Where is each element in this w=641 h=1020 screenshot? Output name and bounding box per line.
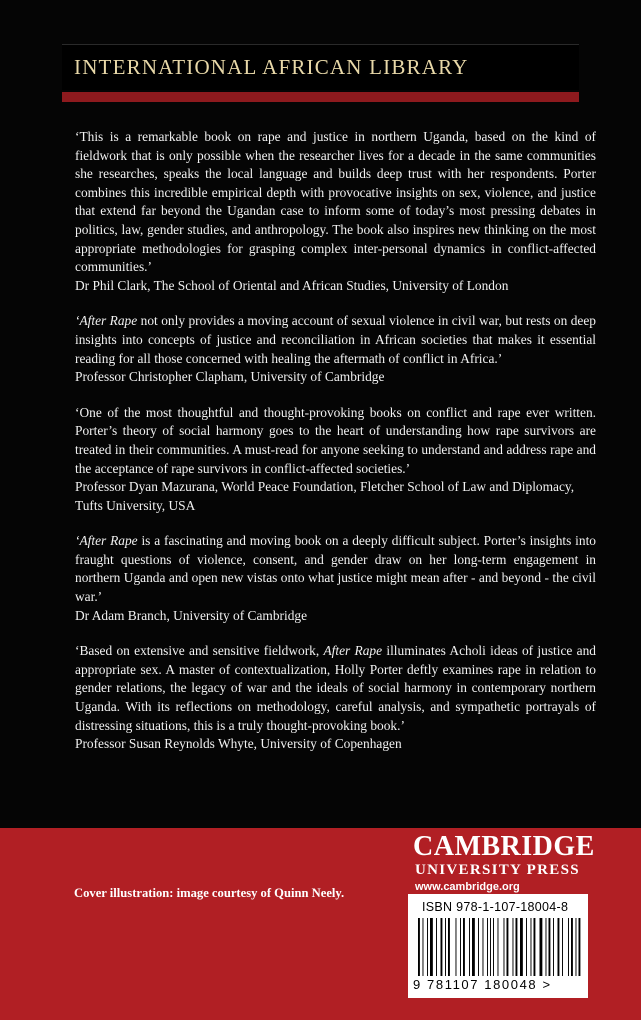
publisher-subtitle: UNIVERSITY PRESS <box>415 862 580 878</box>
barcode-icon <box>414 918 584 978</box>
series-accent-rule <box>62 92 579 102</box>
book-title-italic: ‘After Rape <box>75 313 138 329</box>
publisher-name: CAMBRIDGE <box>413 831 595 862</box>
publisher-url: www.cambridge.org <box>415 881 520 893</box>
review-2 <box>75 312 596 386</box>
reviewer: Dr Adam Branch, University of Cambridge <box>75 607 308 623</box>
series-title: INTERNATIONAL AFRICAN LIBRARY <box>74 55 469 79</box>
reviewer: Dr Phil Clark, The School of Oriental and African Studies, University of London <box>75 277 509 293</box>
barcode-box <box>408 894 588 998</box>
review-quote <box>75 532 596 606</box>
review-1 <box>75 128 596 295</box>
review-quote-text: is a fascinating and moving book on a deeply difficult subject. Porter’s insights into fraught questions of violence, consent, and gender draw on her long-term engagement in northern Uganda and open new vistas onto what justice might mean after - and beyond - the civil war.’ <box>75 533 596 605</box>
review-3 <box>75 404 596 516</box>
cover-credit: Cover illustration: image courtesy of Quinn Neely. <box>74 886 345 900</box>
review-quote: ‘This is a remarkable book on rape and justice in northern Uganda, based on the kind of fieldwork that is only possible when the researcher lives for a decade in the same communities she researches, speaks the local language and builds deep trust with her respondents. Porter combines this incredible empirical depth with provocative insights on sex, violence, and justice that extend far beyond the Ugandan case to inform some of today’s most pressing debates in politics, law, gender studies, and anthropology. The book also inspires new thinking on the most appropriate methodologies for grasping complex inter-personal dynamics in conflict-affected communities.’ <box>75 129 596 275</box>
book-title-italic: ‘After Rape <box>75 533 138 549</box>
barcode-digits: 9 781107 180048 > <box>413 977 552 992</box>
review-quote <box>75 312 596 368</box>
publisher-logo <box>413 831 595 895</box>
review-5 <box>75 642 596 754</box>
review-quote <box>75 642 596 735</box>
review-quote-text: not only provides a moving account of sexual violence in civil war, but rests on deep insights into concepts of justice and reconciliation in African societies that makes it essential reading for all those concerned with healing the aftermath of conflict in Africa.’ <box>75 313 596 366</box>
review-quote: ‘One of the most thoughtful and thought-provoking books on conflict and rape ever written. Porter’s theory of social harmony goes to the heart of understanding how rape survivors are treated in their communities. A must-read for anyone seeking to understand and address rape and the acceptance of rape survivors in conflict-affected societies.’ <box>75 404 596 476</box>
series-header <box>62 44 579 90</box>
reviewer: Professor Dyan Mazurana, World Peace Foundation, Fletcher School of Law and Diplomacy, Tufts University, USA <box>75 479 575 513</box>
reviews-list <box>75 128 596 771</box>
reviewer: Professor Susan Reynolds Whyte, University of Copenhagen <box>75 736 402 752</box>
reviewer: Professor Christopher Clapham, University of Cambridge <box>75 369 385 385</box>
book-title-italic: After Rape <box>323 643 383 659</box>
review-quote-lead: ‘Based on extensive and sensitive fieldwork, <box>75 643 324 659</box>
review-quote-text: illuminates Acholi ideas of justice and appropriate sex. A master of contextualization, Holly Porter deftly examines rape in relation to gender relations, the legacy of war and the ideals of social harmony in contemporary northern Uganda. With its reflections on methodology, careful analysis, and sympathetic portrayals of distressing situations, this is a truly thought-provoking book.’ <box>75 643 596 733</box>
isbn-label: ISBN 978-1-107-18004-8 <box>422 900 569 914</box>
review-4 <box>75 532 596 625</box>
